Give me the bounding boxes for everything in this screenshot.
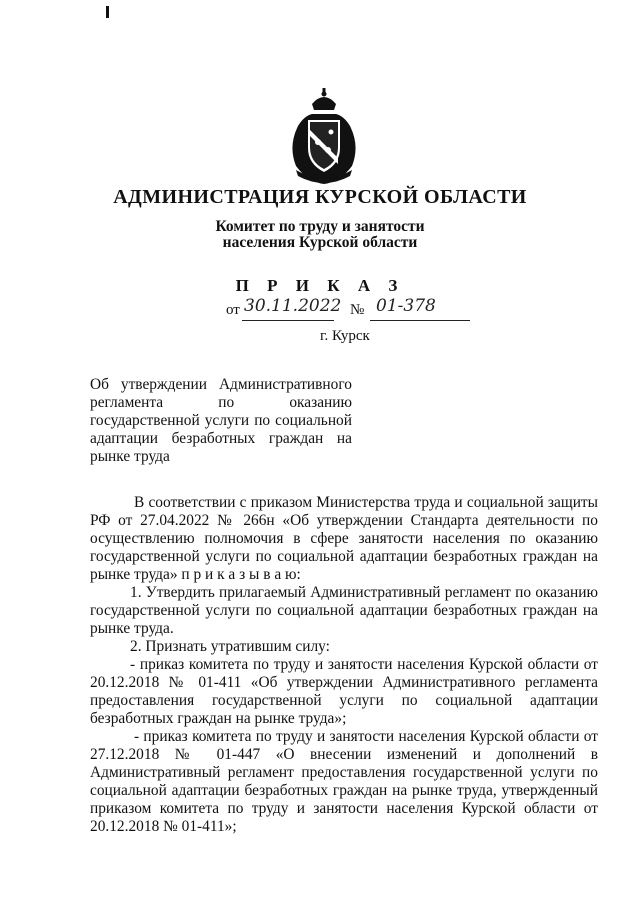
order-subject: Об утверждении Административного регламента по оказанию государственной услуги по социальной адаптации безработных граждан на рынке труда — [90, 376, 352, 465]
order-body — [90, 494, 598, 836]
committee-line-2: населения Курской области — [222, 234, 418, 251]
repealed-order-2: - приказ комитета по труду и занятости населения Курской области от 27.12.2018 № 01-447 «О внесении изменений и дополнений в Административный регламент предоставления государственной услуги по социальной адаптации безработных граждан на рынке труда, утвержденный приказом комитета по труду и занятости населения Курской области от 20.12.2018 № 01-411»; — [90, 728, 598, 835]
date-prefix: от — [226, 302, 240, 318]
item-1-paragraph: 1. Утвердить прилагаемый Административный регламент по оказанию государственной услуги по социальной адаптации безработных граждан на рынке труда. — [90, 584, 598, 637]
document-type: П Р И К А З — [235, 276, 405, 295]
date-underline — [242, 320, 334, 321]
number-handwritten: 01-378 — [376, 296, 436, 316]
committee-line-1: Комитет по труду и занятости — [215, 218, 425, 235]
repealed-order-1: - приказ комитета по труду и занятости населения Курской области от 20.12.2018 № 01-411 «Об утверждении Административного регламента предоставления государственной услуги по социальной адаптации безработных граждан на рынке труда»; — [90, 656, 598, 727]
city: г. Курск — [320, 328, 370, 344]
date-number-line — [226, 296, 506, 322]
date-handwritten: 30.11.2022 — [244, 296, 342, 316]
number-prefix: № — [350, 302, 365, 318]
coat-of-arms-emblem — [274, 86, 374, 186]
number-underline — [370, 320, 470, 321]
item-2-paragraph: 2. Признать утратившим силу: — [130, 638, 330, 655]
scan-mark — [106, 6, 109, 18]
preamble-paragraph: В соответствии с приказом Министерства труда и социальной защиты РФ от 27.04.2022 № 266н «Об утверждении Стандарта деятельности по осуществлению полномочия в сфере занятости населения по оказанию государственной услуги по социальной адаптации безработных граждан на рынке труда» п р и к а з ы в а ю: — [90, 494, 598, 583]
org-title: АДМИНИСТРАЦИЯ КУРСКОЙ ОБЛАСТИ — [113, 186, 527, 208]
